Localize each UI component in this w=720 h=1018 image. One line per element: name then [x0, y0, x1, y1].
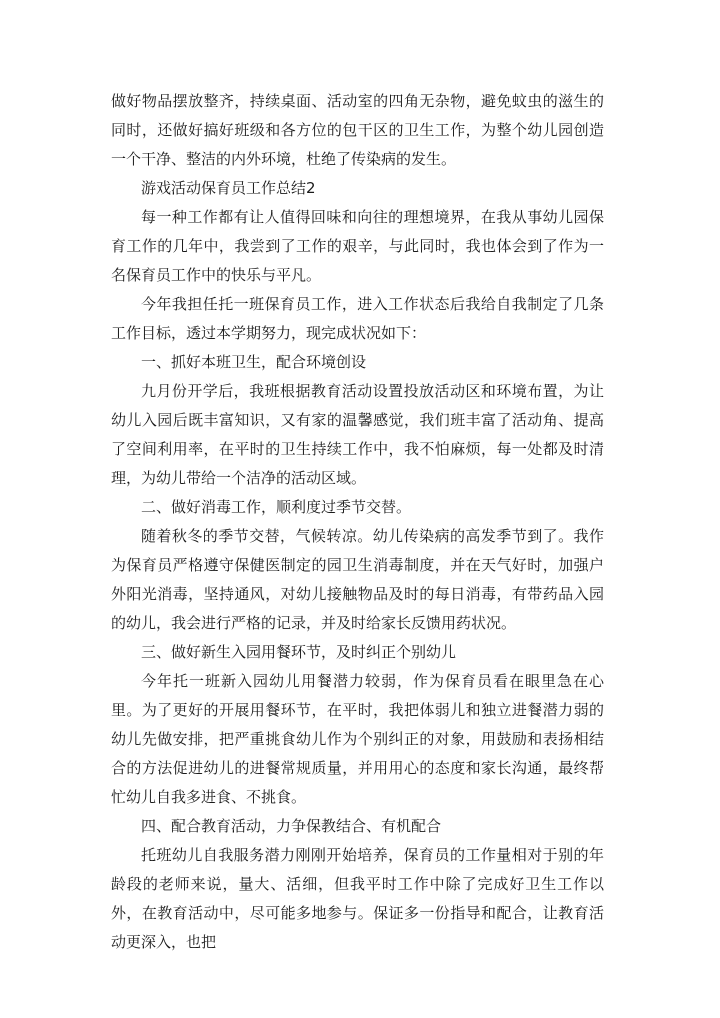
paragraph-career-reflection: 每一种工作都有让人值得回味和向往的理想境界，在我从事幼儿园保育工作的几年中，我尝到了工作的艰辛，与此同时，我也体会到了作为一名保育员工作中的快乐与平凡。 [111, 208, 604, 284]
paragraph-environment-setup: 九月份开学后，我班根据教育活动设置投放活动区和环境布置，为让幼儿入园后既丰富知识，又有家的温馨感觉，我们班丰富了活动角、提高了空间利用率，在平时的卫生持续工作中，我不怕麻烦，每一处都及时清理，为幼儿带给一个洁净的活动区域。 [111, 382, 604, 487]
paragraph-disinfection: 随着秋冬的季节交替，气候转凉。幼儿传染病的高发季节到了。我作为保育员严格遵守保健医制定的园卫生消毒制度，并在天气好时，加强户外阳光消毒，坚持通风，对幼儿接触物品及时的每日消毒，有带药品入园的幼儿，我会进行严格的记录，并及时给家长反馈用药状况。 [111, 527, 604, 632]
heading-point-4: 四、配合教育活动，力争保教结合、有机配合 [141, 817, 442, 835]
section-title-summary-2: 游戏活动保育员工作总结2 [141, 179, 316, 197]
paragraph-education-cooperation: 托班幼儿自我服务潜力刚刚开始培养，保育员的工作量相对于别的年龄段的老师来说，量大、活细，但我平时工作中除了完成好卫生工作以外，在教育活动中，尽可能多地参与。保证多一份指导和配合，让教育活动更深入，也把 [111, 846, 604, 951]
paragraph-goals-intro: 今年我担任托一班保育员工作，进入工作状态后我给自我制定了几条工作目标，透过本学期努力，现完成状况如下： [111, 295, 604, 342]
heading-point-2: 二、做好消毒工作，顺利度过季节交替。 [141, 498, 412, 516]
heading-point-1: 一、抓好本班卫生，配合环境创设 [141, 353, 367, 371]
paragraph-mealtime: 今年托一班新入园幼儿用餐潜力较弱，作为保育员看在眼里急在心里。为了更好的开展用餐环节，在平时，我把体弱儿和独立进餐潜力弱的幼儿先做安排，把严重挑食幼儿作为个别纠正的对象，用鼓励和表扬相结合的方法促进幼儿的进餐常规质量，并用用心的态度和家长沟通，最终帮忙幼儿自我多进食、不挑食。 [111, 672, 604, 806]
paragraph-hygiene-cleanup: 做好物品摆放整齐，持续桌面、活动室的四角无杂物，避免蚊虫的滋生的同时，还做好搞好班级和各方位的包干区的卫生工作，为整个幼儿园创造一个干净、整洁的内外环境，杜绝了传染病的发生。 [111, 92, 604, 168]
heading-point-3: 三、做好新生入园用餐环节，及时纠正个别幼儿 [141, 643, 457, 661]
